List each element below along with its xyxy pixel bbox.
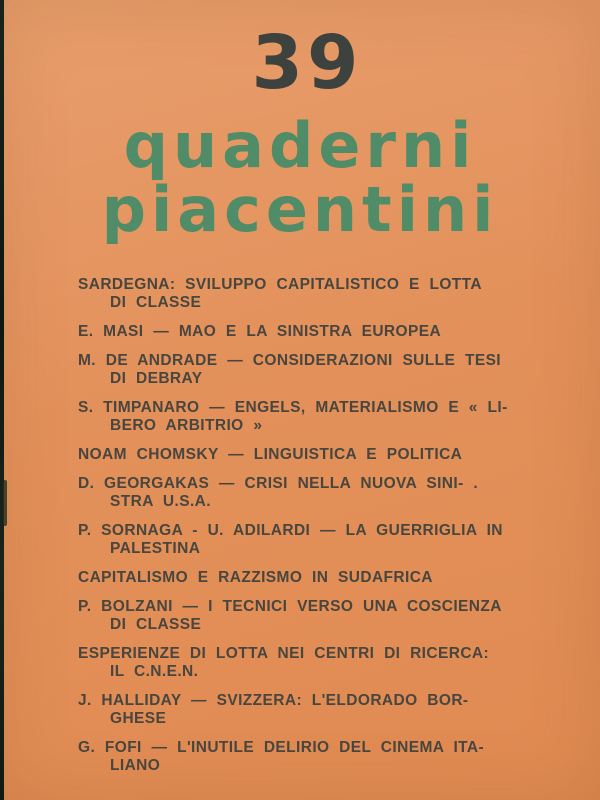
toc-item-text-continued: IL C.N.E.N. xyxy=(110,663,199,680)
toc-item-text: NOAM CHOMSKY — LINGUISTICA E POLITICA xyxy=(78,446,463,463)
toc-item-text-continued: PALESTINA xyxy=(110,540,201,557)
magazine-title xyxy=(0,109,600,246)
toc-item xyxy=(78,446,552,464)
toc-item xyxy=(78,645,552,681)
toc-item-text-continued: GHESE xyxy=(110,710,167,727)
toc-item-text-continued: STRA U.S.A. xyxy=(110,493,211,510)
toc-item-text: ESPERIENZE DI LOTTA NEI CENTRI DI RICERCA: xyxy=(78,645,490,662)
toc-item-text: J. HALLIDAY — SVIZZERA: L'ELDORADO BOR- xyxy=(78,692,469,709)
toc-item-text: CAPITALISMO E RAZZISMO IN SUDAFRICA xyxy=(78,569,433,586)
toc-item xyxy=(78,323,552,341)
toc-item-text: G. FOFI — L'INUTILE DELIRIO DEL CINEMA ITA- xyxy=(78,739,485,756)
toc-item-text: P. BOLZANI — I TECNICI VERSO UNA COSCIENZA xyxy=(78,598,502,615)
toc-item xyxy=(78,399,552,435)
spine-notch xyxy=(3,480,7,526)
toc-item-text-continued: DI DEBRAY xyxy=(110,370,203,387)
toc-item xyxy=(78,522,552,558)
table-of-contents xyxy=(78,276,552,786)
toc-item-text: SARDEGNA: SVILUPPO CAPITALISTICO E LOTTA xyxy=(78,276,482,293)
toc-item-text: P. SORNAGA - U. ADILARDI — LA GUERRIGLIA IN xyxy=(78,522,503,539)
book-spine-edge xyxy=(0,0,4,800)
magazine-title-line2: piacentini xyxy=(101,173,499,246)
toc-item-text-continued: DI CLASSE xyxy=(110,294,202,311)
toc-item xyxy=(78,276,552,312)
toc-item xyxy=(78,475,552,511)
toc-item-text: M. DE ANDRADE — CONSIDERAZIONI SULLE TESI xyxy=(78,352,502,369)
toc-item xyxy=(78,598,552,634)
toc-item-text: E. MASI — MAO E LA SINISTRA EUROPEA xyxy=(78,323,442,340)
toc-item-text-continued: BERO ARBITRIO » xyxy=(110,417,263,434)
toc-item xyxy=(78,352,552,388)
toc-item xyxy=(78,692,552,728)
toc-item xyxy=(78,569,552,587)
issue-number: 39 xyxy=(251,20,363,106)
toc-item-text: D. GEORGAKAS — CRISI NELLA NUOVA SINI- . xyxy=(78,475,479,492)
magazine-title-line1: quaderni xyxy=(123,109,477,182)
toc-item-text-continued: DI CLASSE xyxy=(110,616,202,633)
toc-item-text: S. TIMPANARO — ENGELS, MATERIALISMO E « LI- xyxy=(78,399,508,416)
toc-item-text-continued: LIANO xyxy=(110,757,161,774)
toc-item xyxy=(78,739,552,775)
